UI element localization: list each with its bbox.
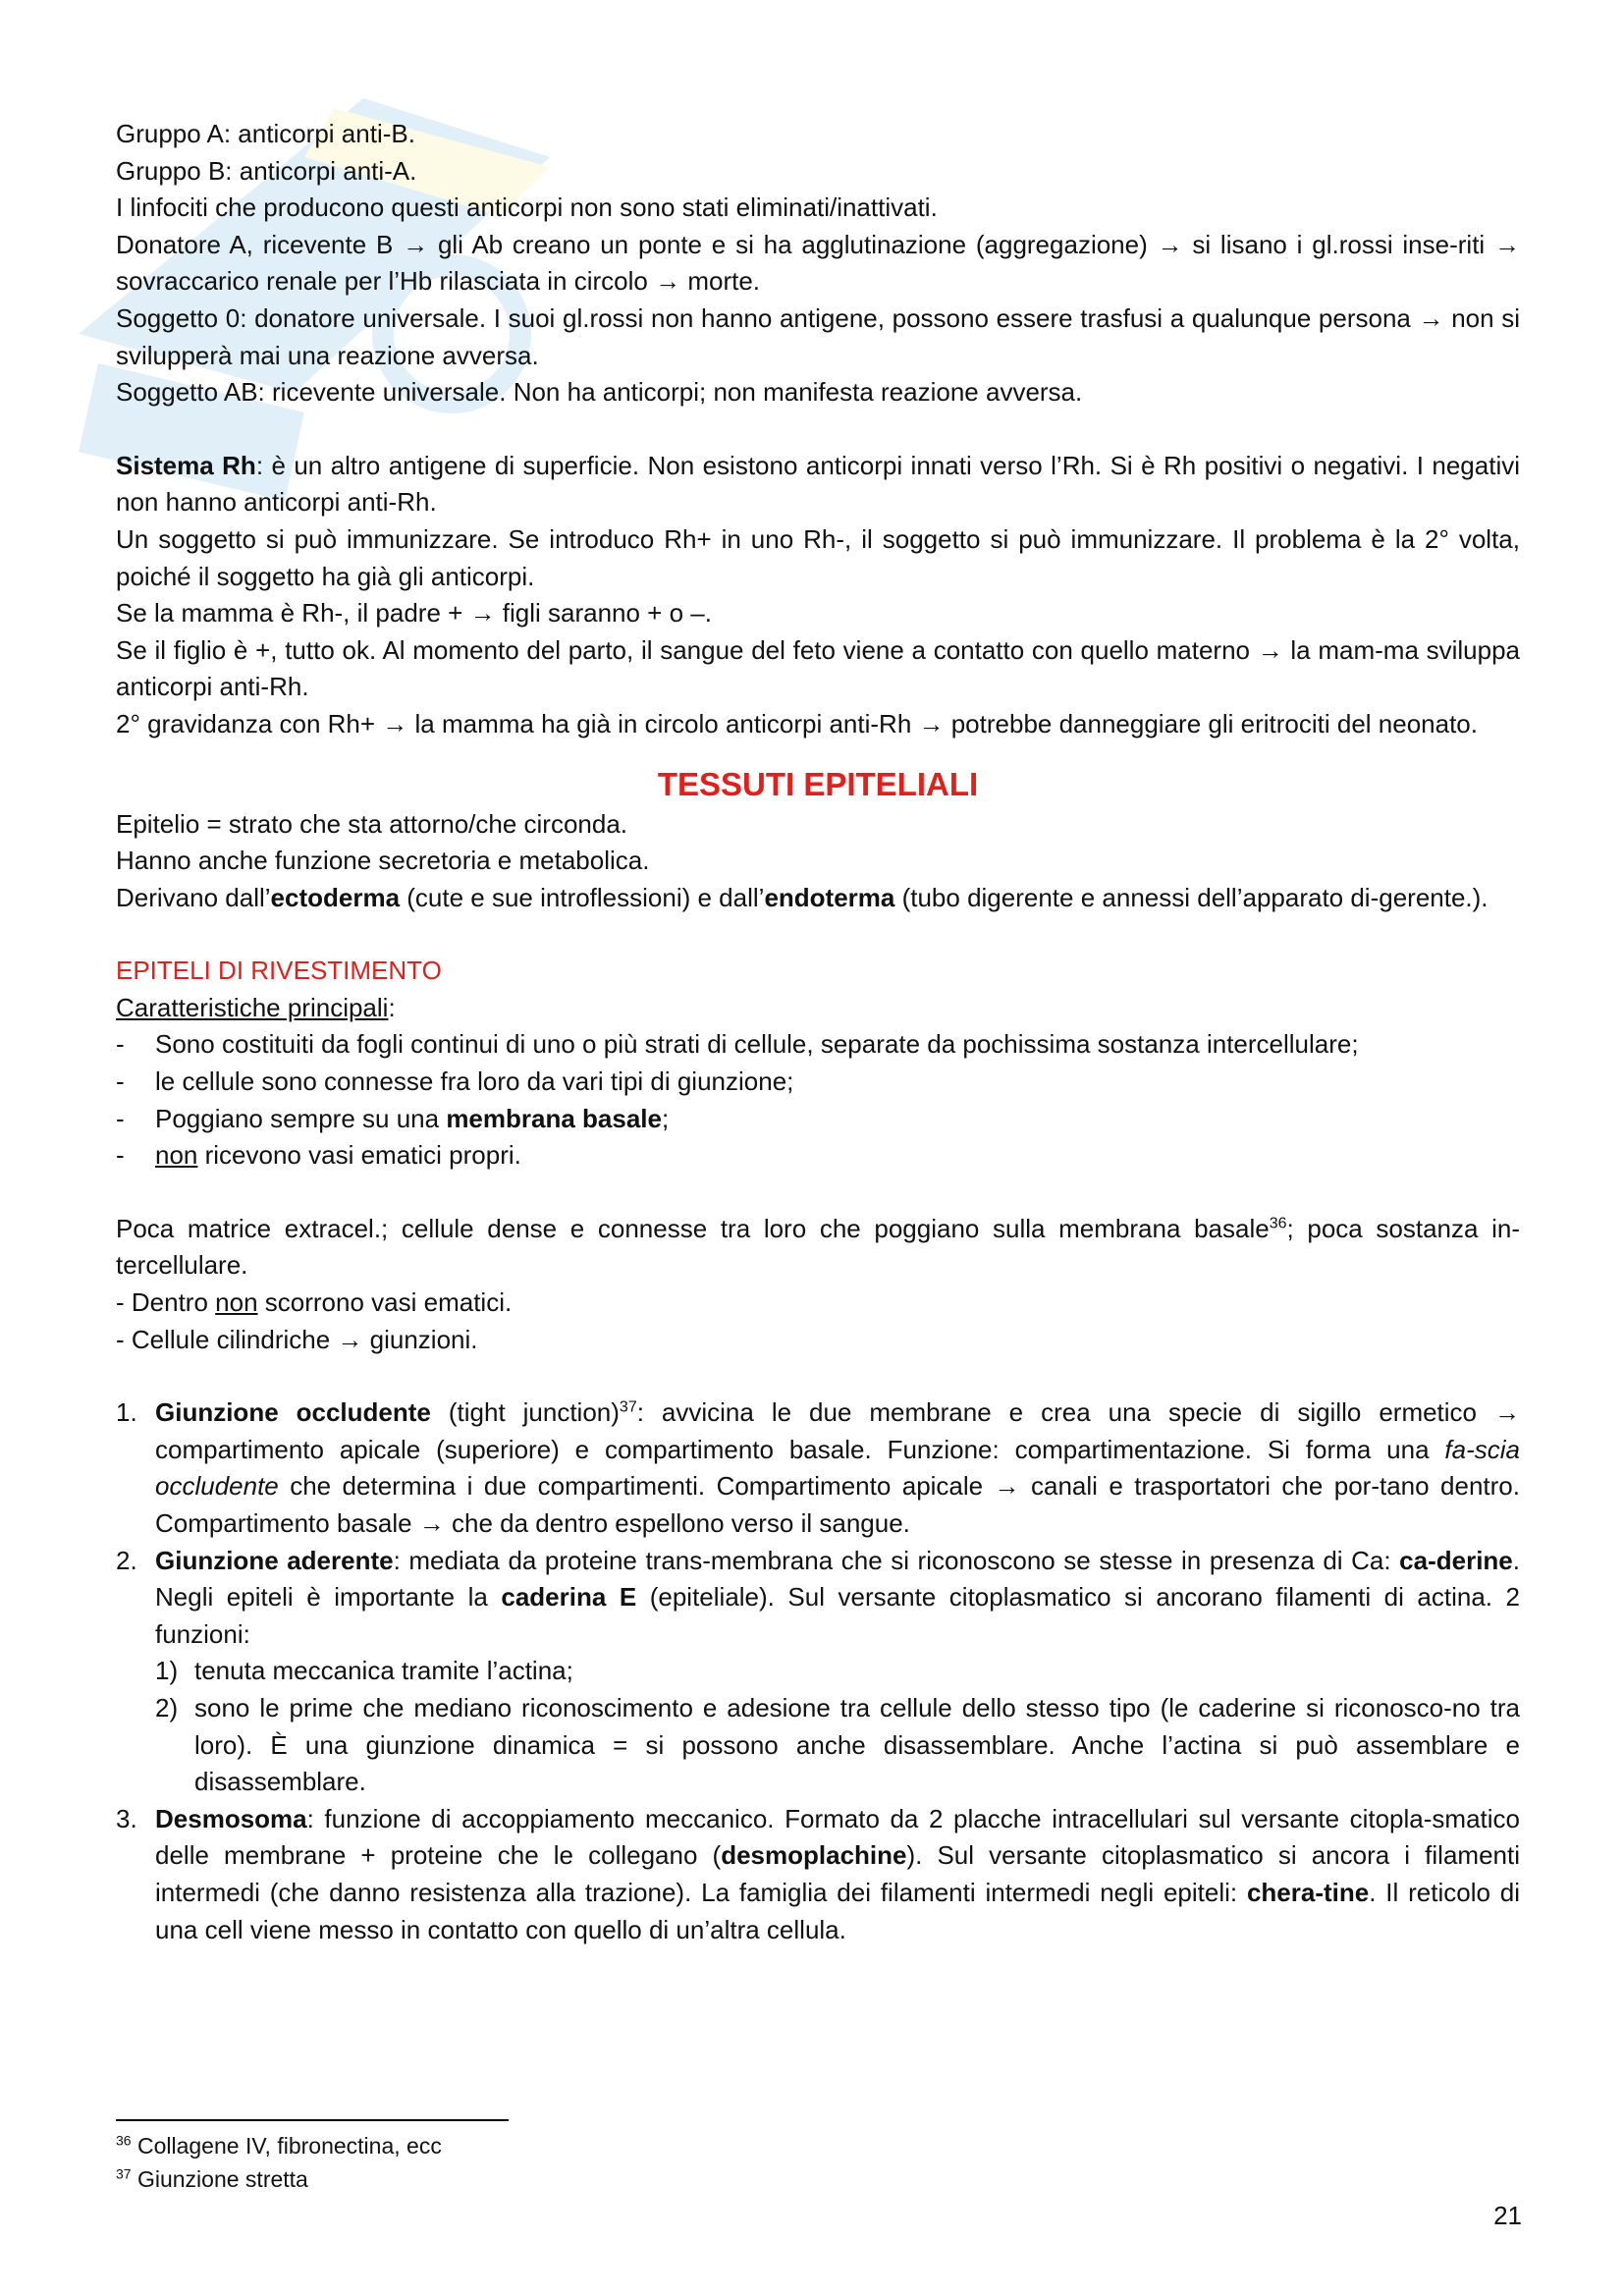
footnote-divider: [116, 2119, 509, 2121]
sublist-item: 2) sono le prime che mediano riconoscimento e adesione tra cellule dello stesso tipo (le caderine si riconosco-no tra loro). È una giunzione dinamica = si possono anche disassemblare. Anche l’actina si può assemblare e disassemblare.: [155, 1692, 1520, 1797]
text-line: Donatore A, ricevente B → gli Ab creano un ponte e si ha agglutinazione (aggregazione) → si lisano i gl.rossi inse-riti → sovraccarico renale per l’Hb rilasciata in circolo → morte.: [116, 229, 1520, 297]
sublist-item: 1) tenuta meccanica tramite l’actina;: [155, 1656, 573, 1686]
page-number: 21: [1493, 2201, 1522, 2230]
list-item-aderente: 2. Giunzione aderente: mediata da proteine trans-membrana che si riconoscono se stesse in presenza di Ca: ca-derine. Negli epiteli è importante la caderina E (epiteliale). Sul versante citoplasmatico si ancorano filamenti di actina. 2 funzioni: 1) tenuta meccanica tramite l’actina; 2) sono le prime che mediano riconoscimento e adesione tra cellule dello stesso tipo (le caderine si riconosco-no tra loro). È una giunzione dinamica = si possono anche disassemblare. Anche l’actina si può assemblare e disassemblare.: [116, 1543, 1520, 1801]
matrix-paragraph: Poca matrice extracel.; cellule dense e connesse tra loro che poggiano sulla membrana basale$^{36}$; poca sostanza in-tercellulare.: [116, 1213, 1520, 1281]
text-line: I linfociti che producono questi anticorpi non sono stati eliminati/inattivati.: [116, 192, 938, 223]
rh-term: Sistema Rh: [116, 450, 256, 480]
text-line: - Cellule cilindriche → giunzioni.: [116, 1324, 478, 1354]
subsection-heading: EPITELI DI RIVESTIMENTO: [116, 956, 442, 986]
blood-groups-section: [116, 116, 1520, 411]
text-line: Se la mamma è Rh-, il padre + → figli saranno + o –.: [116, 598, 712, 629]
characteristics-label: Caratteristiche principali:: [116, 992, 396, 1022]
list-item: - non ricevono vasi ematici propri.: [116, 1137, 1520, 1175]
text-line: Soggetto AB: ricevente universale. Non ha anticorpi; non manifesta reazione avversa.: [116, 377, 1083, 408]
junction-list: [116, 1394, 1520, 1948]
endoterma-term: endoterma: [764, 882, 895, 912]
list-item-occludente: 1. Giunzione occludente (tight junction)$^{37}$: avvicina le due membrane e crea una specie di sigillo ermetico → compartimento apicale (superiore) e compartimento basale. Funzione: compartimentazione. Si forma una fa-scia occludente che determina i due compartimenti. Compartimento apicale → canali e trasportatori che por-tano dentro. Compartimento basale → che da dentro espellono verso il sangue.: [116, 1397, 1520, 1538]
list-item: - le cellule sono connesse fra loro da vari tipi di giunzione;: [116, 1064, 1520, 1101]
footnote-ref-36: 36: [1269, 1215, 1287, 1232]
text-line: Hanno anche funzione secretoria e metabolica.: [116, 846, 650, 876]
text-line: Un soggetto si può immunizzare. Se introduco Rh+ in uno Rh-, il soggetto si può immunizzare. Il problema è la 2° volta, poiché il soggetto ha già gli anticorpi.: [116, 523, 1520, 591]
text-line: - Dentro non scorrono vasi ematici.: [116, 1287, 513, 1318]
derivation-line: Derivano dall’ectoderma (cute e sue introflessioni) e dall’endoterma (tubo digerente e annessi dell’apparato di-gerente.).: [116, 882, 1489, 912]
footnote-36: $^{36}$ Collagene IV, fibronectina, ecc: [116, 2132, 442, 2159]
text-line: Gruppo A: anticorpi anti-B.: [116, 119, 415, 148]
footnote-37: $^{37}$ Giunzione stretta: [116, 2165, 308, 2192]
list-item: - Sono costituiti da fogli continui di uno o più strati di cellule, separate da pochissima sostanza intercellulare;: [116, 1026, 1520, 1064]
ectoderma-term: ectoderma: [270, 882, 401, 912]
document-page: [116, 116, 1520, 1948]
list-item-desmosoma: 3. Desmosoma: funzione di accoppiamento meccanico. Formato da 2 placche intracellulari sul versante citopla-smatico delle membrane + proteine che le collegano (desmoplachine). Sul versante citoplasmatico si ancora i filamenti intermedi (che danno resistenza alla trazione). La famiglia dei filamenti intermedi negli epiteli: chera-tine. Il reticolo di una cell viene messo in contatto con quello di un’altra cellula.: [116, 1803, 1520, 1944]
characteristics-list: [116, 1026, 1520, 1174]
text-line: Se il figlio è +, tutto ok. Al momento del parto, il sangue del feto viene a contatto con quello materno → la mam-ma sviluppa anticorpi anti-Rh.: [116, 634, 1520, 702]
text-line: 2° gravidanza con Rh+ → la mamma ha già in circolo anticorpi anti-Rh → potrebbe danneggiare gli eritrociti del neonato.: [116, 708, 1478, 738]
function-sublist: [155, 1653, 1520, 1800]
text-line: Gruppo B: anticorpi anti-A.: [116, 155, 417, 186]
rh-system-section: [116, 448, 1520, 743]
footnotes: [116, 2129, 442, 2196]
text-line: Soggetto 0: donatore universale. I suoi gl.rossi non hanno antigene, possono essere trasfusi a qualunque persona → non si svilupperà mai una reazione avversa.: [116, 302, 1520, 370]
text-line: Epitelio = strato che sta attorno/che circonda.: [116, 808, 628, 839]
footnote-ref-37: 37: [619, 1398, 637, 1416]
section-title: TESSUTI EPITELIALI: [657, 765, 979, 802]
rh-intro: Sistema Rh: è un altro antigene di superficie. Non esistono anticorpi innati verso l’Rh. Si è Rh positivi o negativi. I negativi non hanno anticorpi anti-Rh.: [116, 450, 1520, 518]
list-item: - Poggiano sempre su una membrana basale;: [116, 1101, 1520, 1138]
